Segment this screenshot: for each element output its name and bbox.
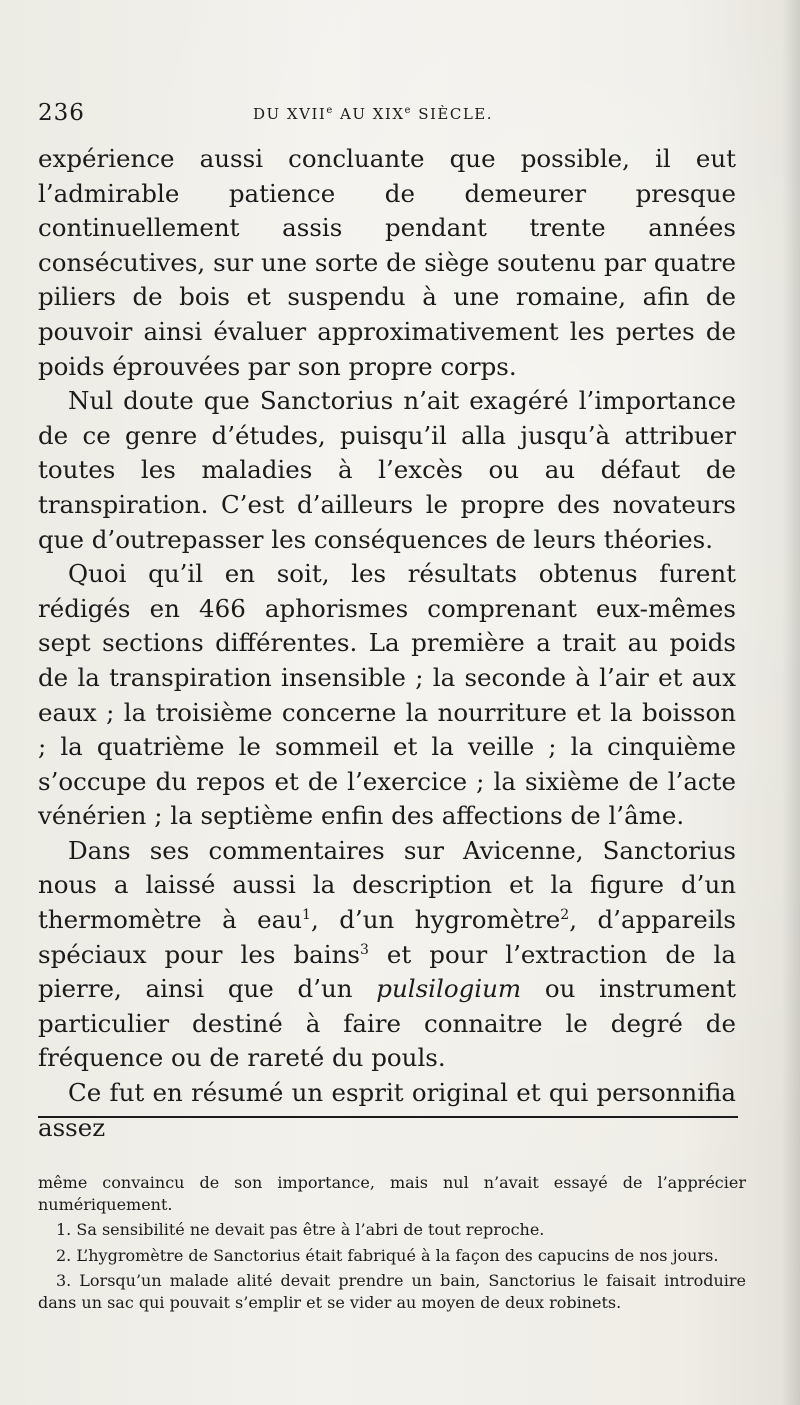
paragraph-4-text-a: Dans ses commentaires sur Avicenne, Sanctorius nous a laissé aussi la description et la figure d’un thermomètre à eau [38,835,736,935]
paragraph-5: Ce fut en résumé un esprit original et qui personnifia assez [38,1078,736,1142]
paragraph-3: Quoi qu’il en soit, les résultats obtenus furent rédigés en 466 aphorismes comprenant eux-mêmes sept sections différentes. La première a trait au poids de la transpiration insensible ; la seconde à l’air et aux eaux ; la troisième concerne la nourriture et la boisson ; la quatrième le sommeil et la veille ; la cinquième s’occupe du repos et de l’exercice ; la sixième de l’acte vénérien ; la septième enfin des affections de l’âme. [38,559,736,831]
running-head-title [253,105,493,123]
footnote-ref-3: 3 [359,941,369,958]
footnote-3: 3. Lorsqu’un malade alité devait prendre un bain, Sanctorius le faisait introduire dans un sac qui pouvait s’emplir et se vider au moyen de deux robinets. [38,1271,746,1312]
head-title-sup1: e [326,105,334,116]
head-title-sup2: e [404,105,412,116]
footnote-1: 1. Sa sensibilité ne devait pas être à l’abri de tout reproche. [56,1220,545,1239]
footnote-continuation: même convaincu de son importance, mais nul n’avait essayé de l’apprécier numériquement. [38,1173,746,1214]
paragraph-1: expérience aussi concluante que possible, il eut l’admirable patience de demeurer presque continuellement assis pendant trente années consécutives, sur une sorte de siège soutenu par quatre piliers de bois et suspendu à une romaine, afin de pouvoir ainsi évaluer approximativement les pertes de poids éprouvées par son propre corps. [38,144,736,381]
head-title-part3: SIÈCLE. [411,105,494,123]
paragraph-4-text-c: , d’appareils spéciaux pour les bains [38,905,736,969]
footnotes [38,1172,746,1317]
footnote-rule [38,1116,738,1118]
paragraph-2: Nul doute que Sanctorius n’ait exagéré l’importance de ce genre d’études, puisqu’il alla jusqu’à attribuer toutes les maladies à l’excès ou au défaut de transpiration. C’est d’ailleurs le propre des novateurs que d’outrepasser les conséquences de leurs théories. [38,386,736,554]
main-text [38,142,736,1145]
footnote-2: 2. L’hygromètre de Sanctorius était fabriqué à la façon des capucins de nos jours. [56,1245,719,1265]
page-number: 236 [38,100,85,126]
head-title-part1: DU XVII [253,105,327,123]
paragraph-4-italic-term: pulsilogium [376,974,522,1004]
head-title-part2: AU XIX [333,105,405,123]
paragraph-4-text-d: et pour l’extraction de la pierre, ainsi que d’un [38,939,736,1004]
paragraph-4 [38,834,736,1076]
paragraph-4-text-b: , d’un hygromètre [310,905,561,935]
paragraph-4-text-e: ou instrument particulier destiné à faire connaitre le degré de fréquence ou de rareté du pouls. [38,974,736,1073]
footnote-ref-1: 1 [302,906,311,923]
footnote-ref-2: 2 [560,906,570,923]
running-head [38,100,738,136]
page-edge-shadow [782,0,800,1405]
